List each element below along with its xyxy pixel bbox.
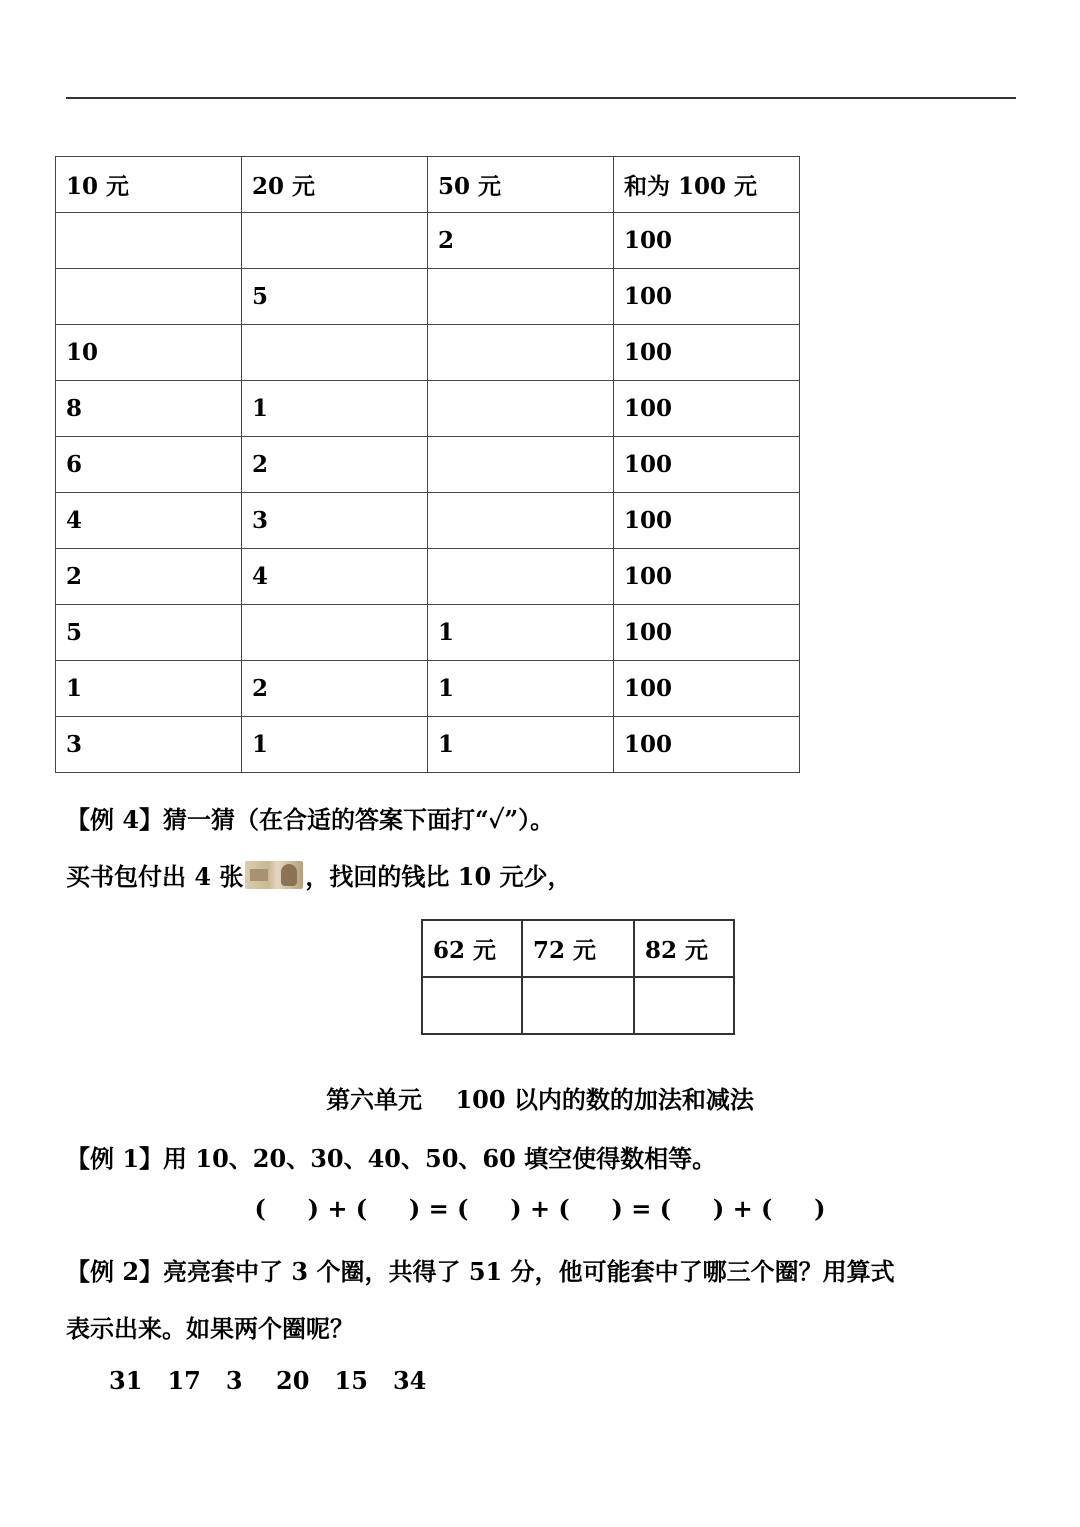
example4-text-after: ，找回的钱比 10 元少， xyxy=(305,862,572,891)
example4-text-before: 买书包付出 4 张 xyxy=(66,862,244,891)
table-cell: 100 xyxy=(614,549,800,605)
table-cell: 3 xyxy=(56,717,242,773)
table-cell: 5 xyxy=(242,269,428,325)
table-cell: 5 xyxy=(56,605,242,661)
table-row xyxy=(56,661,800,717)
table-row xyxy=(56,213,800,269)
money-table xyxy=(55,156,800,773)
table-cell: 1 xyxy=(428,661,614,717)
table-cell: 2 xyxy=(56,549,242,605)
fill-in-equation: ( ) + ( ) = ( ) + ( ) = ( ) + ( ) xyxy=(254,1194,826,1223)
table-cell xyxy=(242,325,428,381)
table-cell: 1 xyxy=(56,661,242,717)
table-cell: 1 xyxy=(428,605,614,661)
example2-line1: 【例 2】亮亮套中了 3 个圈，共得了 51 分，他可能套中了哪三个圈？用算式 xyxy=(66,1257,895,1286)
table-cell xyxy=(428,325,614,381)
table-cell xyxy=(428,269,614,325)
table-row xyxy=(56,437,800,493)
table-row xyxy=(56,325,800,381)
header-cell: 10 元 xyxy=(56,157,242,213)
header-cell: 和为 100 元 xyxy=(614,157,800,213)
answer-cell[interactable] xyxy=(422,977,522,1034)
table-cell xyxy=(242,605,428,661)
table-row xyxy=(56,605,800,661)
answer-row xyxy=(422,977,734,1034)
table-header-row xyxy=(56,157,800,213)
option-cell: 62 元 xyxy=(422,920,522,977)
option-cell: 72 元 xyxy=(522,920,634,977)
table-cell: 100 xyxy=(614,661,800,717)
table-cell: 2 xyxy=(428,213,614,269)
table-cell: 100 xyxy=(614,213,800,269)
table-cell: 2 xyxy=(242,661,428,717)
table-cell: 3 xyxy=(242,493,428,549)
example1-text: 【例 1】用 10、20、30、40、50、60 填空使得数相等。 xyxy=(66,1144,717,1173)
table-cell xyxy=(428,437,614,493)
ring-scores: 31 17 3 20 15 34 xyxy=(109,1366,427,1395)
example2-line2: 表示出来。如果两个圈呢？ xyxy=(66,1314,354,1343)
table-cell: 100 xyxy=(614,381,800,437)
answer-cell[interactable] xyxy=(522,977,634,1034)
unit-title: 第六单元 100 以内的数的加法和减法 xyxy=(326,1085,754,1114)
table-cell: 100 xyxy=(614,717,800,773)
table-cell: 100 xyxy=(614,437,800,493)
table-cell xyxy=(242,213,428,269)
table-cell xyxy=(56,269,242,325)
table-row xyxy=(56,717,800,773)
table-cell: 1 xyxy=(242,717,428,773)
table-row xyxy=(56,493,800,549)
table-row xyxy=(56,549,800,605)
table-cell: 6 xyxy=(56,437,242,493)
table-cell xyxy=(428,549,614,605)
table-cell: 8 xyxy=(56,381,242,437)
table-cell: 1 xyxy=(242,381,428,437)
table-cell: 1 xyxy=(428,717,614,773)
table-cell: 10 xyxy=(56,325,242,381)
table-cell: 4 xyxy=(56,493,242,549)
table-cell xyxy=(428,493,614,549)
header-cell: 50 元 xyxy=(428,157,614,213)
header-rule xyxy=(66,97,1016,99)
example4-title: 【例 4】猜一猜（在合适的答案下面打“✓”）。 xyxy=(66,805,555,834)
table-cell: 2 xyxy=(242,437,428,493)
banknote-icon xyxy=(245,861,303,889)
table-row xyxy=(56,381,800,437)
table-cell: 100 xyxy=(614,269,800,325)
table-row xyxy=(56,269,800,325)
options-row xyxy=(422,920,734,977)
table-cell: 100 xyxy=(614,605,800,661)
table-cell: 100 xyxy=(614,325,800,381)
table-cell xyxy=(428,381,614,437)
answer-options-table xyxy=(421,919,735,1035)
answer-cell[interactable] xyxy=(634,977,734,1034)
option-cell: 82 元 xyxy=(634,920,734,977)
table-cell: 100 xyxy=(614,493,800,549)
table-cell xyxy=(56,213,242,269)
header-cell: 20 元 xyxy=(242,157,428,213)
example4-question xyxy=(66,857,572,892)
table-cell: 4 xyxy=(242,549,428,605)
